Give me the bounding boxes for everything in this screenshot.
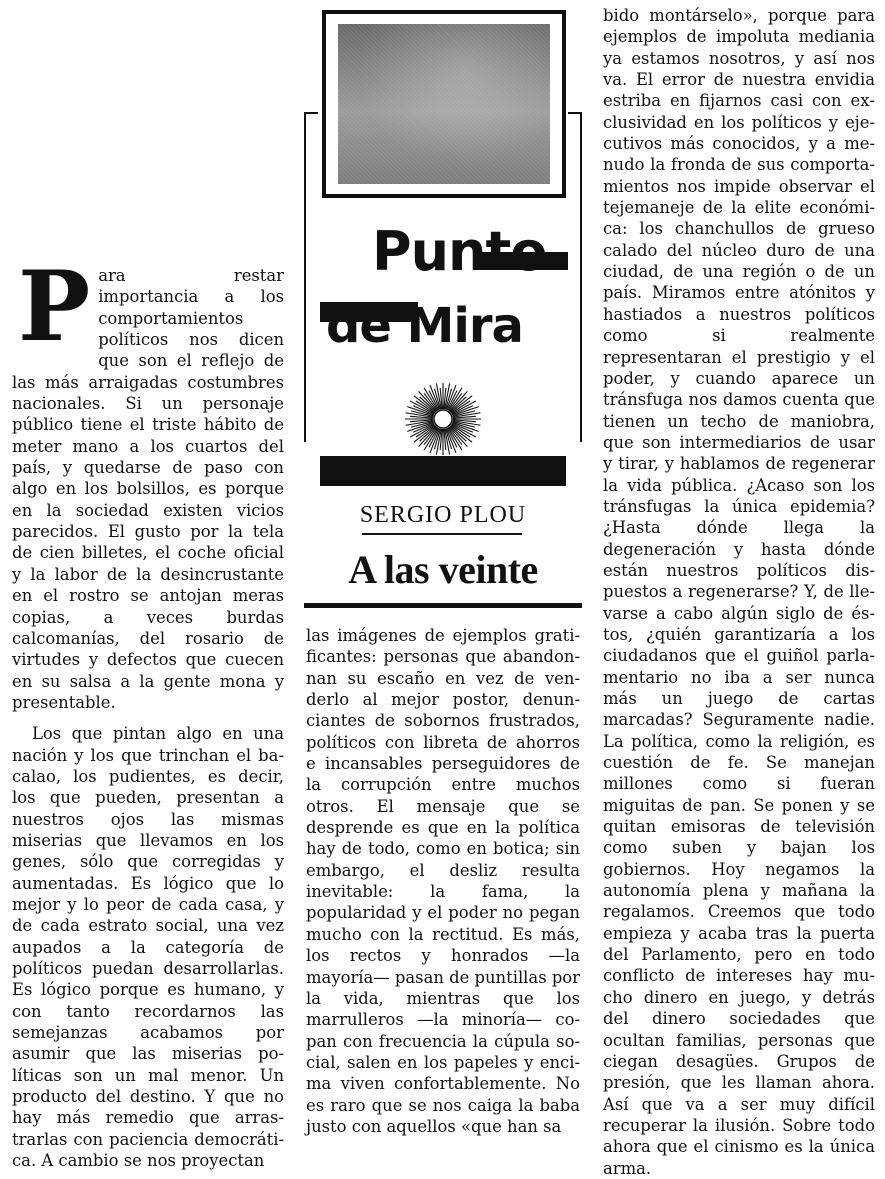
headline-rule [304, 603, 582, 608]
sunburst-icon [394, 378, 492, 460]
article-paragraph-1 [12, 250, 284, 713]
column-logo [304, 0, 582, 500]
logo-word-punto: Punto [372, 220, 547, 283]
paragraph-1-text: ara restar importancia a los comportamientos políticos nos dicen que son el reflejo de las más arraigadas costumbres nacionales. Si un personaje público tiene el triste hábito de meter mano a los cuartos del país, y quedarse de paso con algo en los bolsillos, es porque en la sociedad existen vicios parecidos. El gusto por la tela de cien billetes, el coche oficial y la labor de la desincrustante en el rostro se antojan meras copias, a veces burdas calcomanías, del rosario de virtudes y defectos que cuecen en su salsa a la gente mona y presentable. [12, 266, 284, 712]
article-headline: A las veinte [348, 547, 538, 592]
logo-word-de-mira: de Mira [326, 298, 523, 354]
logo-photo [338, 24, 550, 184]
logo-photo-frame [322, 10, 566, 198]
article-paragraph-4: bido montárselo», porque para ejemplos de impoluta mediania ya estamos nosotros, y así nos va. El error de nuestra envidia estriba en fijarnos casi con exclusividad en los políticos y ejecutivos más conocidos, y a menudo la fronda de sus comportamientos nos impide observar el tejemaneje de la elite económica: los chanchullos de grueso calado del núcleo duro de una ciudad, de una región o de un país. Miramos entre atónitos y hastiados a nuestros políticos como si realmente representaran el prestigio y el poder, y cuando aparece un tránsfuga nos damos cuenta que tienen un techo de maniobra, que son intermediarios de usar y tirar, y hablamos de regenerar la vida pública. ¿Acaso son los tránsfugas la única epidemia? ¿Hasta dónde llega la degeneración y hasta dónde están nuestros políticos dispuestos a regenerarse? Y, de llevarse a cabo algún siglo de éstos, ¿quién garantizaría a los ciudadanos que el guiñol parlamentario no iba a ser nunca más un juego de cartas marcadas? Seguramente nadie. La política, como la religión, es cuestión de fe. Se manejan millones como si fueran miguitas de pan. Se ponen y se quitan emisoras de televisión como suben y bajan los gobiernos. Hoy negamos la autonomía plena y mañana la regalamos. Creemos que todo empieza y acaba tras la puerta del Parlamento, pero en todo conflicto de intereses hay mucho dinero en juego, y detrás del dinero sociedades que ocultan familias, personas que ciegan desagües. Grupos de presión, que les llaman ahora. Así que va a ser muy difícil recuperar la ilusión. Sobre todo ahora que el cinismo es la única arma. [603, 6, 875, 1178]
byline-rule [362, 533, 522, 535]
article-paragraph-3: las imágenes de ejemplos gratificantes: personas que abandonnan su escaño en vez de venderlo al mejor postor, denunciantes de sobornos frustrados, políticos con libreta de ahorros e incansables perseguidores de la corrupción entre muchos otros. El mensaje que se desprende es que en la política hay de todo, como en botica; sin embargo, el desliz resulta inevitable: la fama, la popularidad y el poder no pegan mucho con la rectitud. Es más, los rectos y honrados —la mayoría— pasan de puntillas por la vida, mientras que los marrulleros —la minoría— copan con frecuencia la cúpula social, salen en los papeles y encima viven confortablemente. No es raro que se nos caiga la baba justo con aquellos «que han sa [306, 626, 581, 1136]
article-column-middle [306, 625, 580, 1137]
author-byline: SERGIO PLOU [359, 502, 527, 528]
drop-cap: P [18, 250, 91, 363]
article-column-left [12, 250, 284, 1171]
article-paragraph-2: Los que pintan algo en una nación y los que trinchan el bacalao, los pudientes, es decir, los que pueden, presentan a nuestros ojos las mismas miserias que llevamos en los genes, sólo que corregidas y aumentadas. Es lógico que lo mejor y lo peor de cada casa, y de cada estrato social, una vez aupados a la categoría de políticos puedan desarrollarlas. Es lógico porque es humano, y con tanto recordarnos las semejanzas acabamos por asumir que las miserias políticas son un mal menor. Un producto del destino. Y que no hay más remedio que arrastrarlas con paciencia democrática. A cambio se nos proyectan [12, 724, 284, 1171]
logo-bar-bottom [320, 456, 566, 486]
article-column-right [603, 5, 875, 1179]
